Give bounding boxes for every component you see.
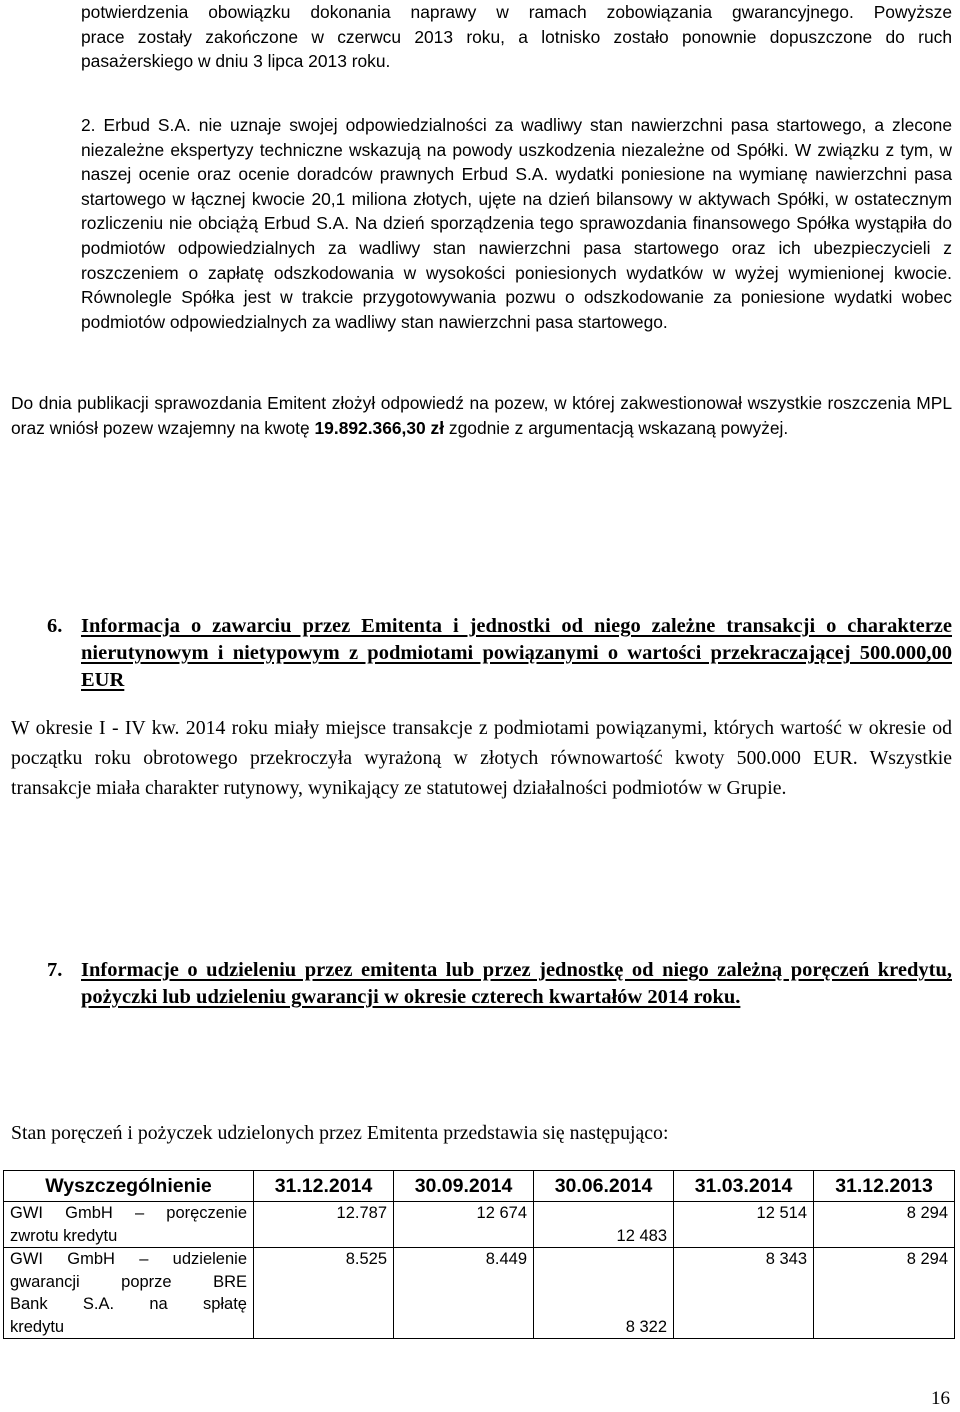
continuation-line-2: prace zostały zakończone w czerwcu 2013 roku, a lotnisko zostało ponownie dopuszczone do ruch [81, 26, 952, 47]
section-6-number: 6. [47, 615, 63, 637]
row-description [4, 1248, 254, 1339]
table-cell: 12 674 [394, 1202, 534, 1248]
description-line: kredytu [10, 1317, 65, 1336]
table-header-row [4, 1171, 955, 1202]
column-header: 31.12.2013 [814, 1171, 955, 1202]
section-7-heading [47, 957, 952, 1011]
table-row [4, 1202, 955, 1248]
response-paragraph [11, 391, 952, 440]
section-7-intro: Stan poręczeń i pożyczek udzielonych przez Emitenta przedstawia się następująco: [11, 1122, 669, 1144]
section-6-body: W okresie I - IV kw. 2014 roku miały miejsce transakcje z podmiotami powiązanymi, których wartość w okresie od początku roku obrotowego przekroczyła wyrażoną w złotych równowartość kwoty 500.000 EUR. Wszystkie transakcje miała charakter rutynowy, wynikający ze statutowej działalności podmiotów w Grupie. [11, 717, 952, 799]
column-header: 31.12.2014 [254, 1171, 394, 1202]
table-cell [534, 1248, 674, 1339]
section-7-number: 7. [47, 959, 63, 981]
page-number: 16 [931, 1388, 950, 1409]
table-cell [534, 1202, 674, 1248]
item-2-paragraph: 2. Erbud S.A. nie uznaje swojej odpowiedzialności za wadliwy stan nawierzchni pasa startowego, a zlecone niezależne ekspertyzy techniczne wskazują na powody uszkodzenia niezależne od Spółki. W związku z tym, w naszej ocenie oraz ocenie doradców prawnych Erbud S.A. wydatki poniesione na wymianę nawierzchni pasa startowego w łącznej kwocie 20,1 miliona złotych, ujęte na dzień bilansowy w aktywach Spółki, w ostatecznym rozliczeniu nie obciążą Erbud S.A. Na dzień sporządzenia tego sprawozdania finansowego Spółka wystąpiła do podmiotów odpowiedzialnych za wadliwy stan nawierzchni pasa startowego oraz ich ubezpieczycieli z roszczeniem o zapłatę odszkodowania w wysokości poniesionych wydatków w wyżej wymienionej kwocie. Równolegle Spółka jest w trakcie przygotowywania pozwu o odszkodowanie za poniesione wydatki wobec podmiotów odpowiedzialnych za wadliwy stan nawierzchni pasa startowego. [81, 115, 952, 332]
guarantees-table [3, 1170, 955, 1339]
table-cell-value: 8 322 [625, 1317, 667, 1336]
continuation-line-1: potwierdzenia obowiązku dokonania naprawy w ramach zobowiązania gwarancyjnego. Powyższe [81, 2, 952, 22]
description-line: Bank S.A. na spłatę [10, 1295, 247, 1313]
table-cell: 8.525 [254, 1248, 394, 1339]
section-6-title: Informacja o zawarciu przez Emitenta i jednostki od niego zależne transakcji o charakterze nierutynowym i nietypowym z podmiotami powiązanymi o wartości przekraczającej 500.000,00 EUR [81, 615, 952, 691]
counterclaim-amount: 19.892.366,30 zł [314, 417, 445, 438]
table-cell: 12.787 [254, 1202, 394, 1248]
section-6-heading [47, 613, 952, 694]
description-line: GWI GmbH – poręczenie [10, 1204, 247, 1222]
response-text-before: Do dnia publikacji sprawozdania Emitent złożył odpowiedź na pozew, w której zakwestionował wszystkie roszczenia MPL oraz wniósł pozew wzajemny na kwotę [11, 393, 952, 438]
section-7-title: Informacje o udzieleniu przez emitenta lub przez jednostkę od niego zależną poręczeń kredytu, pożyczki lub udzieleniu gwarancji w okresie czterech kwartałów 2014 roku. [81, 959, 952, 1008]
row-description [4, 1202, 254, 1248]
table-cell: 8 343 [674, 1248, 814, 1339]
table-row [4, 1248, 955, 1339]
description-line: zwrotu kredytu [10, 1226, 118, 1245]
description-line: GWI GmbH – udzielenie [10, 1250, 247, 1268]
continuation-paragraph [81, 0, 952, 74]
table-cell: 12 514 [674, 1202, 814, 1248]
table-cell: 8 294 [814, 1202, 955, 1248]
column-header: 30.06.2014 [534, 1171, 674, 1202]
response-text-after: zgodnie z argumentacją wskazaną powyżej. [444, 417, 789, 438]
column-header: 30.09.2014 [394, 1171, 534, 1202]
table-cell: 8.449 [394, 1248, 534, 1339]
column-header: Wyszczególnienie [4, 1171, 254, 1202]
column-header: 31.03.2014 [674, 1171, 814, 1202]
table-cell-value: 12 483 [616, 1226, 667, 1245]
continuation-line-3: pasażerskiego w dniu 3 lipca 2013 roku. [81, 51, 391, 72]
description-line: gwarancji poprze BRE [10, 1272, 247, 1291]
table-cell: 8 294 [814, 1248, 955, 1339]
